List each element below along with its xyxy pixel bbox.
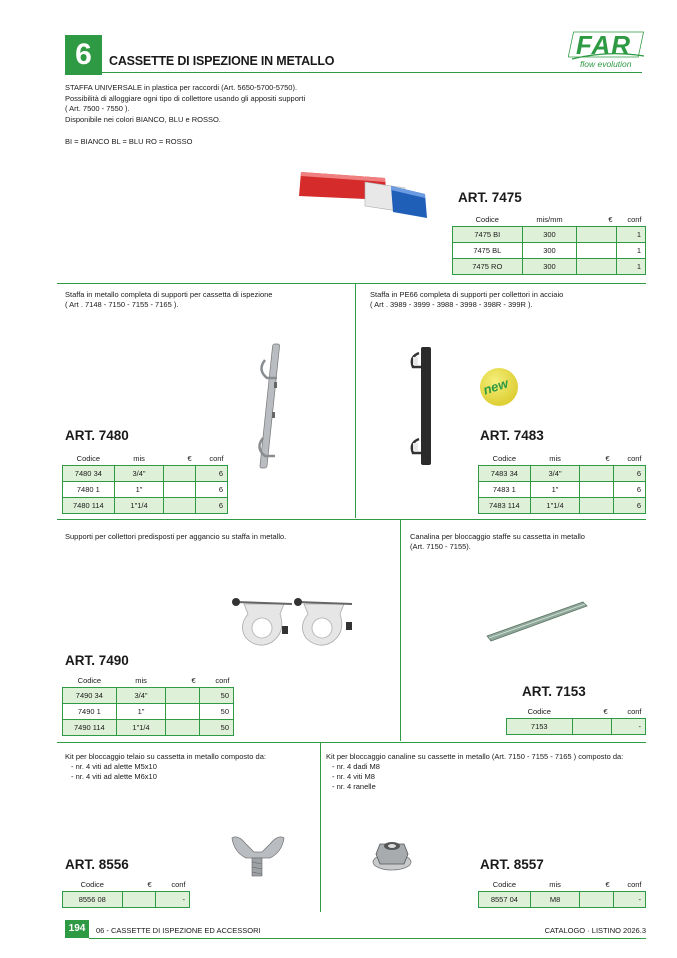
table-header: mis xyxy=(549,879,561,889)
table-cell xyxy=(580,465,614,481)
logo-text: FAR xyxy=(576,30,631,60)
col-mis: mis/mm xyxy=(536,214,563,224)
table-cell xyxy=(166,703,200,719)
table-cell xyxy=(164,481,196,497)
table-header: Codice xyxy=(492,453,517,463)
table-cell: 7483 114 xyxy=(479,497,531,513)
table-header: conf xyxy=(627,706,642,716)
table-cell: 1"1/4 xyxy=(116,719,166,735)
table-cell xyxy=(166,687,200,703)
table-cell xyxy=(580,481,614,497)
table-header: conf xyxy=(171,879,186,889)
art-7490-title: ART. 7490 xyxy=(65,653,129,668)
canalina-image xyxy=(485,598,590,646)
staffa-pe66-image xyxy=(405,345,445,470)
footer-section: 06 - CASSETTE DI ISPEZIONE ED ACCESSORI xyxy=(96,926,261,935)
table-cell: 6 xyxy=(196,465,228,481)
art-8556-table xyxy=(62,878,190,908)
table-cell: 7490 1 xyxy=(63,703,117,719)
table-cell: 6 xyxy=(196,497,228,513)
table-row xyxy=(63,719,234,735)
table-cell xyxy=(577,226,617,242)
table-header: Codice xyxy=(77,675,102,685)
table-cell: 7480 114 xyxy=(63,497,115,513)
art-7490-table xyxy=(62,674,234,736)
col-conf: conf xyxy=(627,214,642,224)
art-7483-description: Staffa in PE66 completa di supporti per collettori in acciaio ( Art . 3989 - 3999 - 3988 - 3998 - 398R - 399R ). xyxy=(370,290,564,309)
table-cell: 300 xyxy=(522,226,577,242)
table-row xyxy=(63,465,228,481)
art-7483-title: ART. 7483 xyxy=(480,428,544,443)
table-cell: 300 xyxy=(522,242,577,258)
table-cell: 1" xyxy=(530,481,580,497)
art-8557-title: ART. 8557 xyxy=(480,857,544,872)
table-cell: 7490 34 xyxy=(63,687,117,703)
table-row xyxy=(63,891,190,907)
table-row xyxy=(63,703,234,719)
table-cell: 1" xyxy=(114,481,164,497)
table-row xyxy=(453,242,646,258)
intro-line: Possibilità di alloggiare ogni tipo di collettore usando gli appositi supporti xyxy=(65,93,306,103)
table-cell: 7483 34 xyxy=(479,465,531,481)
table-cell: 3/4" xyxy=(114,465,164,481)
table-cell: 7475 BI xyxy=(453,226,523,242)
table-cell: 1"1/4 xyxy=(114,497,164,513)
art-7480-title: ART. 7480 xyxy=(65,428,129,443)
intro-line: STAFFA UNIVERSALE in plastica per raccordi (Art. 5650-5700-5750). xyxy=(65,83,298,92)
table-header: Codice xyxy=(527,706,551,716)
footer-divider xyxy=(89,938,646,939)
table-row xyxy=(479,891,646,907)
table-cell: 1" xyxy=(116,703,166,719)
new-badge-label: new xyxy=(481,375,510,398)
table-header: conf xyxy=(627,453,642,463)
table-header: € xyxy=(605,879,610,889)
table-header: € xyxy=(605,453,610,463)
table-cell: 7475 RO xyxy=(453,258,523,274)
color-legend: BI = BIANCO BL = BLU RO = ROSSO xyxy=(65,137,193,146)
table-cell: 8557 04 xyxy=(479,891,531,907)
table-row xyxy=(63,481,228,497)
section-divider xyxy=(57,283,646,284)
table-cell: 3/4" xyxy=(116,687,166,703)
table-cell: 7480 1 xyxy=(63,481,115,497)
table-cell: 7490 114 xyxy=(63,719,117,735)
dado-vite-ranella-image xyxy=(370,832,414,876)
table-header: mis xyxy=(133,453,145,463)
intro-line: ( Art. 7500 - 7550 ). xyxy=(65,104,130,113)
staffa-universale-image xyxy=(295,168,435,224)
table-cell: - xyxy=(156,891,190,907)
far-logo xyxy=(568,30,646,72)
section-divider xyxy=(57,742,646,743)
table-cell: 7153 xyxy=(507,718,573,734)
table-cell: 3/4" xyxy=(530,465,580,481)
table-header: mis xyxy=(135,675,147,685)
supporti-collettori-image xyxy=(222,592,357,652)
table-cell xyxy=(166,719,200,735)
table-cell: 7475 BL xyxy=(453,242,523,258)
section-divider xyxy=(57,519,646,520)
table-cell: 6 xyxy=(614,497,646,513)
table-row xyxy=(63,687,234,703)
table-row xyxy=(507,718,646,734)
table-header: € xyxy=(147,879,152,889)
table-cell: 8556 08 xyxy=(63,891,123,907)
table-cell: 6 xyxy=(614,465,646,481)
table-cell: M8 xyxy=(530,891,580,907)
table-header: conf xyxy=(627,879,642,889)
table-cell: 300 xyxy=(522,258,577,274)
table-row xyxy=(453,226,646,242)
intro-line: Disponibile nei colori BIANCO, BLU e ROSSO. xyxy=(65,114,221,124)
table-cell: 6 xyxy=(614,481,646,497)
table-cell xyxy=(572,718,612,734)
table-cell xyxy=(577,242,617,258)
page-title: CASSETTE DI ISPEZIONE IN METALLO xyxy=(109,54,335,68)
table-header: Codice xyxy=(76,453,101,463)
table-cell: 1 xyxy=(617,258,646,274)
staffa-metallo-image xyxy=(255,342,295,472)
art-8557-table xyxy=(478,878,646,908)
table-header: mis xyxy=(549,453,561,463)
table-cell: 50 xyxy=(200,719,234,735)
table-cell xyxy=(577,258,617,274)
footer-catalog: CATALOGO · LISTINO 2026.3 xyxy=(544,926,646,935)
art-7483-table xyxy=(478,452,646,514)
column-divider xyxy=(320,742,321,912)
table-row xyxy=(479,465,646,481)
column-divider xyxy=(400,519,401,741)
art-7480-description: Staffa in metallo completa di supporti per cassetta di ispezione ( Art . 7148 - 7150 - 7155 - 7165 ). xyxy=(65,290,273,309)
col-codice: Codice xyxy=(475,214,499,224)
art-7475-table xyxy=(452,213,646,275)
table-cell: 1 xyxy=(617,226,646,242)
table-header: € xyxy=(603,706,608,716)
art-8557-description: Kit per bloccaggio canaline su cassette in metallo (Art. 7150 - 7155 - 7165 ) composto da: - nr. 4 dadi M8 - nr. 4 viti M8 - nr. 4 ranelle xyxy=(326,752,624,791)
page-number: 194 xyxy=(65,920,89,938)
art-7490-description: Supporti per collettori predisposti per aggancio su staffa in metallo. xyxy=(65,532,287,541)
table-header: conf xyxy=(215,675,230,685)
table-row xyxy=(479,497,646,513)
table-cell: - xyxy=(612,718,646,734)
table-cell: 6 xyxy=(196,481,228,497)
table-cell xyxy=(122,891,156,907)
chapter-number-box: 6 xyxy=(65,35,102,75)
vite-ad-alette-image xyxy=(228,832,288,880)
table-cell xyxy=(580,497,614,513)
column-divider xyxy=(355,283,356,518)
table-cell: 1"1/4 xyxy=(530,497,580,513)
table-cell: 7480 34 xyxy=(63,465,115,481)
table-cell: 50 xyxy=(200,687,234,703)
table-header: conf xyxy=(209,453,224,463)
art-7475-title: ART. 7475 xyxy=(458,190,522,205)
col-euro: € xyxy=(608,214,613,224)
art-8556-description: Kit per bloccaggio telaio su cassetta in metallo composto da: - nr. 4 viti ad alette M5x10 - nr. 4 viti ad alette M6x10 xyxy=(65,752,266,781)
table-row xyxy=(479,481,646,497)
table-row xyxy=(453,258,646,274)
logo-tagline: flow evolution xyxy=(580,59,632,69)
table-cell: - xyxy=(614,891,646,907)
art-7153-description: Canalina per bloccaggio staffe su cassetta in metallo (Art. 7150 - 7155). xyxy=(410,532,585,551)
table-cell xyxy=(580,891,614,907)
table-row xyxy=(63,497,228,513)
table-cell xyxy=(164,465,196,481)
table-header: € xyxy=(191,675,196,685)
art-7153-table xyxy=(506,705,646,735)
table-cell: 7483 1 xyxy=(479,481,531,497)
table-cell: 1 xyxy=(617,242,646,258)
art-8556-title: ART. 8556 xyxy=(65,857,129,872)
intro-text xyxy=(65,83,305,125)
table-header: Codice xyxy=(80,879,104,889)
header-divider xyxy=(102,72,642,73)
table-header: € xyxy=(187,453,192,463)
art-7480-table xyxy=(62,452,228,514)
table-cell xyxy=(164,497,196,513)
table-header: Codice xyxy=(492,879,517,889)
art-7153-title: ART. 7153 xyxy=(522,684,586,699)
table-cell: 50 xyxy=(200,703,234,719)
new-badge xyxy=(480,368,518,406)
